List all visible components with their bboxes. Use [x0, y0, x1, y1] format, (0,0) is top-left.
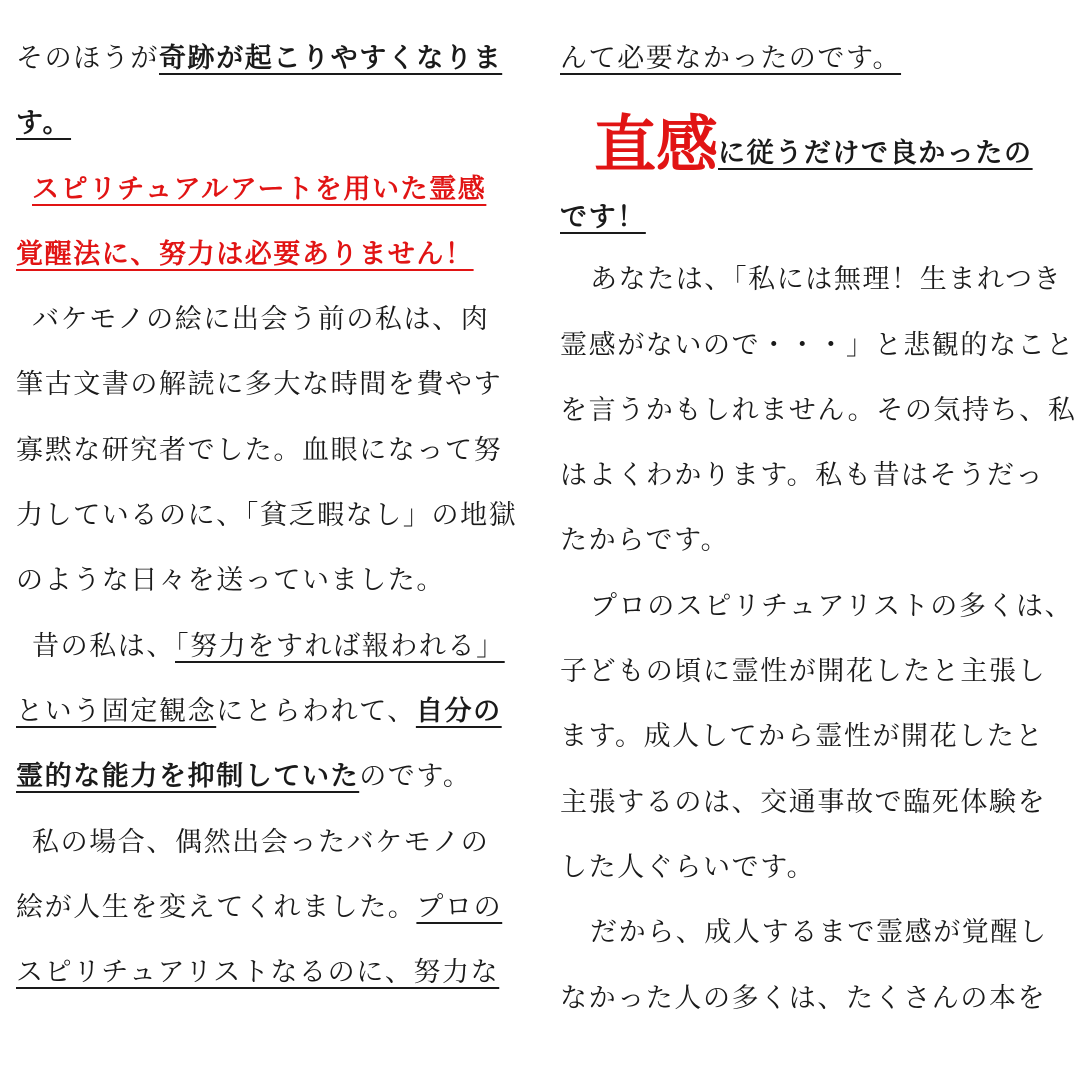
emphasis-line — [560, 101, 1075, 189]
text-span: 子どもの頃に霊性が開花したと主張し — [560, 656, 1047, 688]
text-line — [16, 614, 536, 679]
text-line — [560, 639, 1075, 704]
text-span: プロのスピリチュアリストの多くは、 — [590, 590, 1074, 622]
underlined-text: 「努力をすれば報われる」 — [175, 630, 505, 662]
text-span: 私の場合、偶然出会ったバケモノの — [32, 826, 490, 858]
underlined-text: という固定観念 — [16, 695, 217, 727]
text-line — [560, 574, 1075, 639]
red-heading-line — [16, 222, 536, 287]
text-span: を言うかもしれません。その気持ち、私 — [560, 394, 1077, 426]
text-line — [16, 26, 536, 91]
text-span: 力しているのに、「貧乏暇なし」の地獄 — [16, 500, 518, 532]
text-line — [560, 313, 1075, 378]
text-line — [560, 378, 1075, 443]
text-line — [560, 189, 1075, 247]
text-span: だから、成人するまで霊感が覚醒し — [590, 917, 1048, 949]
text-line — [16, 940, 536, 1005]
text-line — [16, 91, 536, 156]
red-heading-text: スピリチュアルアートを用いた霊感 — [32, 173, 487, 205]
text-line — [16, 352, 536, 417]
text-line — [560, 443, 1075, 508]
text-span: のです。 — [359, 761, 472, 793]
underlined-bold-text: 自分の — [415, 695, 502, 727]
text-span: 絵が人生を変えてくれました。 — [16, 891, 417, 923]
large-red-keyword: 直感 — [594, 108, 719, 182]
text-line — [16, 744, 536, 809]
text-span: バケモノの絵に出会う前の私は、肉 — [32, 304, 490, 336]
underlined-bold-text: 奇跡が起こりやすくなりま — [159, 43, 503, 74]
red-heading-line — [16, 157, 536, 222]
text-line — [560, 835, 1075, 900]
left-column — [16, 26, 536, 1005]
text-span: のような日々を送っていました。 — [16, 565, 445, 597]
text-line — [560, 508, 1075, 573]
text-span: はよくわかります。私も昔はそうだっ — [560, 460, 1045, 492]
text-line — [560, 900, 1075, 965]
text-line — [16, 483, 536, 548]
red-heading-text: 覚醒法に、努力は必要ありません！ — [16, 238, 474, 270]
text-span: ます。成人してから霊性が開花したと — [560, 721, 1045, 753]
right-column — [560, 26, 1075, 1031]
text-span: にとらわれて、 — [216, 695, 416, 727]
underlined-text: んて必要なかったのです。 — [560, 43, 902, 74]
text-line — [560, 26, 1075, 91]
text-line — [16, 548, 536, 613]
text-span: そのほうが — [16, 43, 159, 74]
underlined-text: プロの — [416, 891, 503, 923]
text-span: 主張するのは、交通事故で臨死体験を — [560, 786, 1047, 818]
underlined-text: スピリチュアリストなるのに、努力な — [16, 957, 500, 989]
text-span: 筆古文書の解読に多大な時間を費やす — [16, 369, 503, 401]
text-line — [16, 287, 536, 352]
underlined-bold-text: す。 — [16, 108, 72, 140]
underlined-bold-text: に従うだけで良かったの — [718, 138, 1033, 170]
text-line — [16, 875, 536, 940]
text-line — [560, 704, 1075, 769]
text-line — [560, 247, 1075, 312]
text-span: なかった人の多くは、たくさんの本を — [560, 982, 1047, 1014]
text-line — [16, 418, 536, 483]
text-line — [16, 679, 536, 744]
text-span: した人ぐらいです。 — [560, 851, 816, 883]
text-span: あなたは、「私には無理！生まれつき — [590, 264, 1063, 296]
text-span: たからです。 — [560, 525, 730, 557]
text-span: 霊感がないので・・・」と悲観的なこと — [560, 329, 1075, 361]
text-line — [560, 770, 1075, 835]
underlined-bold-text: 霊的な能力を抑制していた — [16, 761, 360, 793]
text-line — [560, 966, 1075, 1031]
text-span: 昔の私は、 — [32, 630, 175, 662]
text-line — [16, 810, 536, 875]
text-span: 寡黙な研究者でした。血眼になって努 — [16, 434, 503, 466]
underlined-bold-text: です！ — [560, 202, 646, 234]
